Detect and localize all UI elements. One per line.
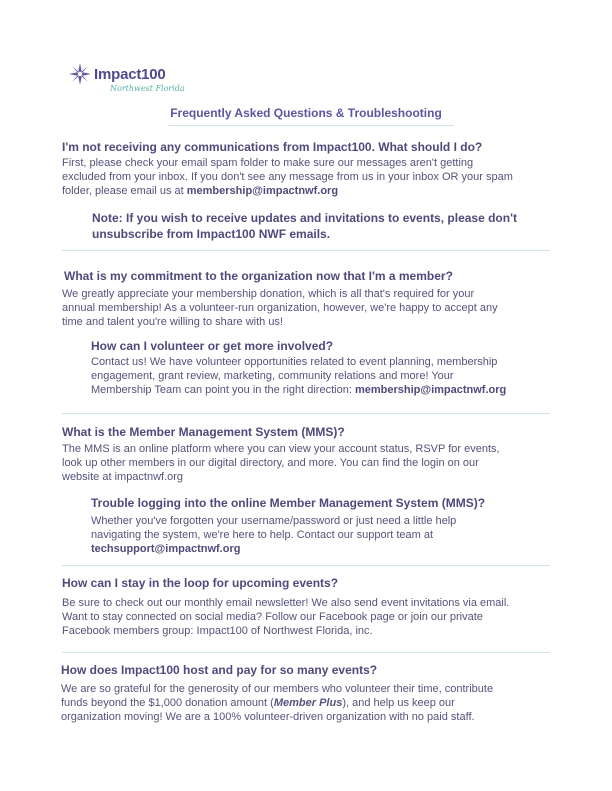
faq-answer-funding: We are so grateful for the generosity of our members who volunteer their time, contribute funds beyond the $1,000 donation amount (Member Plus), and help us keep our organization moving! We are a 100% volunteer-driven organization with no paid staff. bbox=[61, 683, 494, 723]
impact100-logo bbox=[68, 62, 198, 102]
faq-question-communications: I'm not receiving any communications from Impact100. What should I do? bbox=[62, 140, 483, 154]
techsupport-email-link[interactable]: techsupport@impactnwf.org bbox=[91, 543, 241, 555]
logo-wordmark: Impact100 bbox=[94, 66, 166, 83]
member-plus-label: Member Plus bbox=[273, 697, 343, 709]
faq-answer-commitment: We greatly appreciate your membership donation, which is all that's required for your annual membership! As a volunteer-run organization, however, we're happy to accept any time and talent you're willing to share with us! bbox=[62, 288, 498, 328]
star-burst-icon bbox=[68, 62, 92, 86]
faq-answer-communications: First, please check your email spam folder to make sure our messages aren't getting excluded from your inbox. If you don't see any message from us in your inbox OR your spam folder, please email us at membership@impactnwf.org bbox=[62, 157, 513, 197]
unsubscribe-note: Note: If you wish to receive updates and invitations to events, please don't unsubscribe from Impact100 NWF emails. bbox=[92, 211, 517, 241]
faq-subanswer-mms-login: Whether you've forgotten your username/password or just need a little help navigating the system, we're here to help. Contact our support team at techsupport@impactnwf.org bbox=[91, 515, 457, 555]
faq-question-events: How can I stay in the loop for upcoming events? bbox=[62, 576, 339, 590]
title-divider bbox=[168, 125, 454, 126]
section-divider bbox=[62, 413, 550, 414]
section-divider bbox=[62, 565, 550, 566]
faq-answer-events: Be sure to check out our monthly email newsletter! We also send event invitations via email. Want to stay connected on social media? Follow our Facebook page or join our private Facebook members group: Impact100 of Northwest Florida, inc. bbox=[62, 597, 510, 637]
faq-question-commitment: What is my commitment to the organization now that I'm a member? bbox=[64, 269, 453, 283]
section-divider bbox=[62, 250, 550, 251]
faq-answer-mms: The MMS is an online platform where you can view your account status, RSVP for events, look up other members in our digital directory, and more. You can find the login on our website at impactnwf.org bbox=[62, 443, 500, 483]
faq-question-funding: How does Impact100 host and pay for so many events? bbox=[61, 663, 378, 677]
faq-subquestion-volunteer: How can I volunteer or get more involved? bbox=[91, 339, 334, 353]
section-divider bbox=[62, 652, 550, 653]
faq-question-mms: What is the Member Management System (MMS)? bbox=[62, 425, 345, 439]
membership-email-link[interactable]: membership@impactnwf.org bbox=[354, 384, 507, 396]
faq-subanswer-volunteer: Contact us! We have volunteer opportunities related to event planning, membership engagement, grant review, marketing, community relations and more! Your Membership Team can point you in the right direction: membership@impactnwf.org bbox=[91, 356, 507, 396]
membership-email-link[interactable]: membership@impactnwf.org bbox=[186, 185, 339, 197]
faq-subquestion-mms-login: Trouble logging into the online Member Management System (MMS)? bbox=[91, 496, 486, 510]
logo-tagline: Northwest Florida bbox=[110, 84, 185, 93]
page-title: Frequently Asked Questions & Troubleshooting bbox=[170, 106, 442, 120]
